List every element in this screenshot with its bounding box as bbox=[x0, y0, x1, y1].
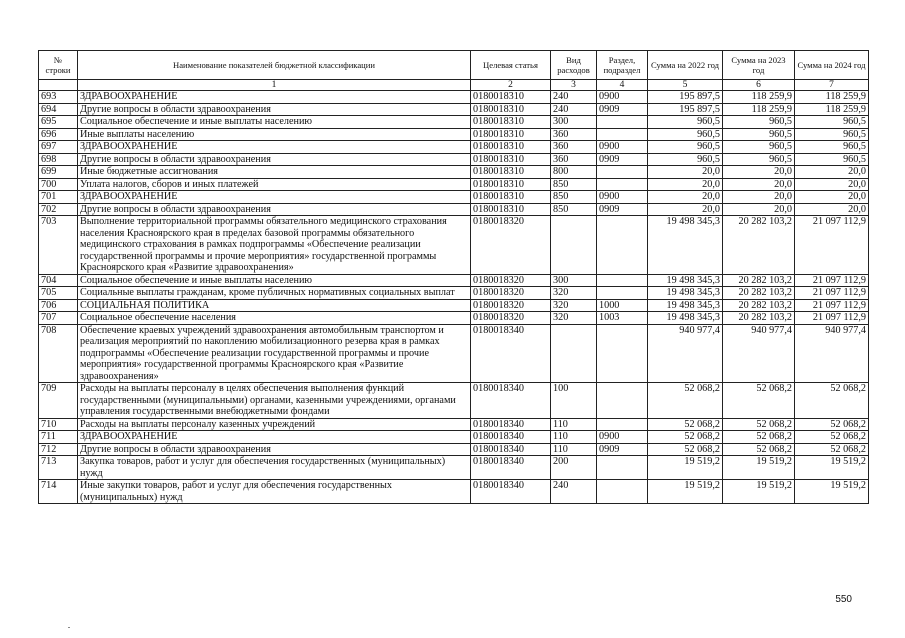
sum-2023-cell: 960,5 bbox=[723, 116, 795, 129]
target-article-cell: 0180018320 bbox=[471, 274, 551, 287]
target-article-cell: 0180018320 bbox=[471, 216, 551, 275]
expense-type-cell: 100 bbox=[551, 383, 597, 419]
section-cell bbox=[597, 166, 648, 179]
table-row bbox=[39, 274, 869, 287]
sum-2023-cell: 118 259,9 bbox=[723, 103, 795, 116]
expense-type-cell: 110 bbox=[551, 431, 597, 444]
sum-2024-cell: 19 519,2 bbox=[795, 480, 869, 504]
expense-type-cell: 850 bbox=[551, 203, 597, 216]
sum-2022-cell: 19 519,2 bbox=[648, 480, 723, 504]
target-article-cell: 0180018310 bbox=[471, 91, 551, 104]
header-section: Раздел, подраздел bbox=[597, 51, 648, 80]
sum-2022-cell: 960,5 bbox=[648, 128, 723, 141]
sum-2022-cell: 52 068,2 bbox=[648, 431, 723, 444]
table-row bbox=[39, 480, 869, 504]
expense-type-cell: 240 bbox=[551, 480, 597, 504]
table-body bbox=[39, 91, 869, 504]
sum-2024-cell: 20,0 bbox=[795, 166, 869, 179]
table-row bbox=[39, 383, 869, 419]
sum-2024-cell: 960,5 bbox=[795, 128, 869, 141]
table-row bbox=[39, 216, 869, 275]
row-number-cell: 706 bbox=[39, 299, 78, 312]
header-expense-type: Вид расходов bbox=[551, 51, 597, 80]
indicator-name-cell: ЗДРАВООХРАНЕНИЕ bbox=[78, 431, 471, 444]
column-number-cell: 7 bbox=[795, 80, 869, 91]
budget-table bbox=[38, 50, 869, 504]
row-number-cell: 702 bbox=[39, 203, 78, 216]
expense-type-cell: 300 bbox=[551, 274, 597, 287]
sum-2024-cell: 20,0 bbox=[795, 178, 869, 191]
row-number-cell: 707 bbox=[39, 312, 78, 325]
expense-type-cell: 850 bbox=[551, 178, 597, 191]
sum-2024-cell: 52 068,2 bbox=[795, 418, 869, 431]
section-cell bbox=[597, 128, 648, 141]
row-number-cell: 705 bbox=[39, 287, 78, 300]
section-cell bbox=[597, 418, 648, 431]
header-row-number: № строки bbox=[39, 51, 78, 80]
sum-2022-cell: 960,5 bbox=[648, 141, 723, 154]
indicator-name-cell: Иные бюджетные ассигнования bbox=[78, 166, 471, 179]
table-row bbox=[39, 418, 869, 431]
sum-2022-cell: 19 498 345,3 bbox=[648, 312, 723, 325]
indicator-name-cell: ЗДРАВООХРАНЕНИЕ bbox=[78, 191, 471, 204]
sum-2023-cell: 20,0 bbox=[723, 203, 795, 216]
row-number-cell: 697 bbox=[39, 141, 78, 154]
sum-2024-cell: 21 097 112,9 bbox=[795, 274, 869, 287]
section-cell bbox=[597, 116, 648, 129]
table-row bbox=[39, 166, 869, 179]
indicator-name-cell: Социальное обеспечение населения bbox=[78, 312, 471, 325]
target-article-cell: 0180018310 bbox=[471, 153, 551, 166]
header-target-article: Целевая статья bbox=[471, 51, 551, 80]
target-article-cell: 0180018320 bbox=[471, 299, 551, 312]
indicator-name-cell: Социальные выплаты гражданам, кроме публичных нормативных социальных выплат bbox=[78, 287, 471, 300]
expense-type-cell: 850 bbox=[551, 191, 597, 204]
target-article-cell: 0180018340 bbox=[471, 456, 551, 480]
row-number-cell: 704 bbox=[39, 274, 78, 287]
sum-2023-cell: 20 282 103,2 bbox=[723, 299, 795, 312]
target-article-cell: 0180018310 bbox=[471, 103, 551, 116]
row-number-cell: 712 bbox=[39, 443, 78, 456]
table-row bbox=[39, 312, 869, 325]
indicator-name-cell: Другие вопросы в области здравоохранения bbox=[78, 203, 471, 216]
sum-2022-cell: 20,0 bbox=[648, 178, 723, 191]
indicator-name-cell: Социальное обеспечение и иные выплаты населению bbox=[78, 274, 471, 287]
sum-2023-cell: 19 519,2 bbox=[723, 480, 795, 504]
target-article-cell: 0180018340 bbox=[471, 324, 551, 383]
target-article-cell: 0180018320 bbox=[471, 312, 551, 325]
row-number-cell: 696 bbox=[39, 128, 78, 141]
target-article-cell: 0180018320 bbox=[471, 287, 551, 300]
table-row bbox=[39, 153, 869, 166]
row-number-cell: 698 bbox=[39, 153, 78, 166]
expense-type-cell: 320 bbox=[551, 312, 597, 325]
column-number-cell: 6 bbox=[723, 80, 795, 91]
section-cell bbox=[597, 178, 648, 191]
target-article-cell: 0180018340 bbox=[471, 443, 551, 456]
sum-2023-cell: 20 282 103,2 bbox=[723, 216, 795, 275]
sum-2023-cell: 52 068,2 bbox=[723, 443, 795, 456]
sum-2022-cell: 19 498 345,3 bbox=[648, 216, 723, 275]
sum-2022-cell: 940 977,4 bbox=[648, 324, 723, 383]
sum-2022-cell: 52 068,2 bbox=[648, 383, 723, 419]
sum-2023-cell: 20,0 bbox=[723, 166, 795, 179]
column-number-cell bbox=[39, 80, 78, 91]
sum-2024-cell: 118 259,9 bbox=[795, 91, 869, 104]
row-number-cell: 700 bbox=[39, 178, 78, 191]
expense-type-cell: 110 bbox=[551, 418, 597, 431]
indicator-name-cell: Уплата налогов, сборов и иных платежей bbox=[78, 178, 471, 191]
sum-2022-cell: 20,0 bbox=[648, 191, 723, 204]
target-article-cell: 0180018340 bbox=[471, 431, 551, 444]
sum-2024-cell: 52 068,2 bbox=[795, 443, 869, 456]
row-number-cell: 713 bbox=[39, 456, 78, 480]
sum-2024-cell: 118 259,9 bbox=[795, 103, 869, 116]
sum-2023-cell: 52 068,2 bbox=[723, 431, 795, 444]
table-row bbox=[39, 287, 869, 300]
indicator-name-cell: Расходы на выплаты персоналу казенных учреждений bbox=[78, 418, 471, 431]
indicator-name-cell: Закупка товаров, работ и услуг для обеспечения государственных (муниципальных) нужд bbox=[78, 456, 471, 480]
sum-2022-cell: 960,5 bbox=[648, 153, 723, 166]
row-number-cell: 701 bbox=[39, 191, 78, 204]
section-cell bbox=[597, 480, 648, 504]
header-row bbox=[39, 51, 869, 80]
sum-2023-cell: 118 259,9 bbox=[723, 91, 795, 104]
table-row bbox=[39, 178, 869, 191]
target-article-cell: 0180018340 bbox=[471, 480, 551, 504]
sum-2022-cell: 20,0 bbox=[648, 203, 723, 216]
indicator-name-cell: Иные закупки товаров, работ и услуг для обеспечения государственных (муниципальных) нужд bbox=[78, 480, 471, 504]
column-number-cell: 3 bbox=[551, 80, 597, 91]
expense-type-cell bbox=[551, 324, 597, 383]
indicator-name-cell: СОЦИАЛЬНАЯ ПОЛИТИКА bbox=[78, 299, 471, 312]
sum-2022-cell: 19 519,2 bbox=[648, 456, 723, 480]
table-row bbox=[39, 443, 869, 456]
sum-2023-cell: 52 068,2 bbox=[723, 418, 795, 431]
sum-2024-cell: 21 097 112,9 bbox=[795, 216, 869, 275]
row-number-cell: 711 bbox=[39, 431, 78, 444]
table-row bbox=[39, 456, 869, 480]
sum-2023-cell: 20 282 103,2 bbox=[723, 287, 795, 300]
section-cell: 0900 bbox=[597, 91, 648, 104]
sum-2023-cell: 960,5 bbox=[723, 128, 795, 141]
section-cell bbox=[597, 456, 648, 480]
target-article-cell: 0180018310 bbox=[471, 128, 551, 141]
indicator-name-cell: Обеспечение краевых учреждений здравоохранения автомобильным транспортом и реализация мероприятий по накоплению мобилизационного резерва края в рамках подпрограммы «Обеспечение реализации государственной программы и прочие мероприятия» государственной программы Красноярского края «Развитие здравоохранения» bbox=[78, 324, 471, 383]
table-row bbox=[39, 203, 869, 216]
column-number-cell: 5 bbox=[648, 80, 723, 91]
sum-2022-cell: 960,5 bbox=[648, 116, 723, 129]
expense-type-cell: 360 bbox=[551, 141, 597, 154]
section-cell: 0909 bbox=[597, 153, 648, 166]
target-article-cell: 0180018340 bbox=[471, 383, 551, 419]
sum-2023-cell: 940 977,4 bbox=[723, 324, 795, 383]
row-number-cell: 694 bbox=[39, 103, 78, 116]
expense-type-cell: 300 bbox=[551, 116, 597, 129]
indicator-name-cell: Расходы на выплаты персоналу в целях обеспечения выполнения функций государственными (муниципальными) органами, казенными учреждениями, органами управления государственными внебюджетными фондами bbox=[78, 383, 471, 419]
section-cell: 1000 bbox=[597, 299, 648, 312]
section-cell: 0900 bbox=[597, 141, 648, 154]
row-number-cell: 695 bbox=[39, 116, 78, 129]
sum-2023-cell: 20,0 bbox=[723, 178, 795, 191]
column-number-cell: 4 bbox=[597, 80, 648, 91]
table-row bbox=[39, 431, 869, 444]
row-number-cell: 703 bbox=[39, 216, 78, 275]
header-indicator-name: Наименование показателей бюджетной классификации bbox=[78, 51, 471, 80]
table-row bbox=[39, 324, 869, 383]
header-sum-2024: Сумма на 2024 год bbox=[795, 51, 869, 80]
sum-2022-cell: 195 897,5 bbox=[648, 91, 723, 104]
expense-type-cell: 800 bbox=[551, 166, 597, 179]
target-article-cell: 0180018310 bbox=[471, 166, 551, 179]
expense-type-cell: 320 bbox=[551, 287, 597, 300]
target-article-cell: 0180018310 bbox=[471, 203, 551, 216]
section-cell bbox=[597, 383, 648, 419]
section-cell: 0900 bbox=[597, 191, 648, 204]
column-number-cell: 2 bbox=[471, 80, 551, 91]
sum-2022-cell: 195 897,5 bbox=[648, 103, 723, 116]
column-number-cell: 1 bbox=[78, 80, 471, 91]
sum-2022-cell: 52 068,2 bbox=[648, 443, 723, 456]
section-cell: 0909 bbox=[597, 443, 648, 456]
sum-2022-cell: 19 498 345,3 bbox=[648, 274, 723, 287]
expense-type-cell: 110 bbox=[551, 443, 597, 456]
sum-2024-cell: 21 097 112,9 bbox=[795, 312, 869, 325]
target-article-cell: 0180018310 bbox=[471, 116, 551, 129]
target-article-cell: 0180018310 bbox=[471, 141, 551, 154]
row-number-cell: 709 bbox=[39, 383, 78, 419]
table-row bbox=[39, 191, 869, 204]
section-cell bbox=[597, 287, 648, 300]
sum-2024-cell: 940 977,4 bbox=[795, 324, 869, 383]
sum-2023-cell: 20 282 103,2 bbox=[723, 312, 795, 325]
sum-2024-cell: 21 097 112,9 bbox=[795, 287, 869, 300]
expense-type-cell bbox=[551, 216, 597, 275]
row-number-cell: 708 bbox=[39, 324, 78, 383]
table-row bbox=[39, 116, 869, 129]
sum-2024-cell: 52 068,2 bbox=[795, 431, 869, 444]
section-cell bbox=[597, 274, 648, 287]
indicator-name-cell: Другие вопросы в области здравоохранения bbox=[78, 103, 471, 116]
sum-2023-cell: 960,5 bbox=[723, 141, 795, 154]
expense-type-cell: 240 bbox=[551, 103, 597, 116]
expense-type-cell: 360 bbox=[551, 128, 597, 141]
sum-2022-cell: 52 068,2 bbox=[648, 418, 723, 431]
sum-2022-cell: 19 498 345,3 bbox=[648, 299, 723, 312]
expense-type-cell: 320 bbox=[551, 299, 597, 312]
row-number-cell: 710 bbox=[39, 418, 78, 431]
indicator-name-cell: Иные выплаты населению bbox=[78, 128, 471, 141]
table-row bbox=[39, 128, 869, 141]
section-cell: 0909 bbox=[597, 103, 648, 116]
sum-2024-cell: 960,5 bbox=[795, 116, 869, 129]
table-row bbox=[39, 299, 869, 312]
section-cell: 1003 bbox=[597, 312, 648, 325]
indicator-name-cell: ЗДРАВООХРАНЕНИЕ bbox=[78, 141, 471, 154]
sum-2022-cell: 19 498 345,3 bbox=[648, 287, 723, 300]
sum-2024-cell: 20,0 bbox=[795, 191, 869, 204]
sum-2023-cell: 20 282 103,2 bbox=[723, 274, 795, 287]
page-number: 550 bbox=[835, 594, 852, 605]
target-article-cell: 0180018310 bbox=[471, 178, 551, 191]
indicator-name-cell: Выполнение территориальной программы обязательного медицинского страхования населения Красноярского края в пределах базовой программы обязательного медицинского страхования в рамках подпрограммы «Обеспечение реализации государственной программы и прочие мероприятия» государственной программы Красноярского края «Развитие здравоохранения» bbox=[78, 216, 471, 275]
sum-2023-cell: 52 068,2 bbox=[723, 383, 795, 419]
row-number-cell: 714 bbox=[39, 480, 78, 504]
sum-2024-cell: 960,5 bbox=[795, 141, 869, 154]
sum-2023-cell: 19 519,2 bbox=[723, 456, 795, 480]
section-cell: 0900 bbox=[597, 431, 648, 444]
scan-speck bbox=[68, 627, 70, 628]
header-sum-2022: Сумма на 2022 год bbox=[648, 51, 723, 80]
sum-2024-cell: 960,5 bbox=[795, 153, 869, 166]
sum-2024-cell: 19 519,2 bbox=[795, 456, 869, 480]
section-cell bbox=[597, 216, 648, 275]
column-number-row bbox=[39, 80, 869, 91]
row-number-cell: 693 bbox=[39, 91, 78, 104]
indicator-name-cell: ЗДРАВООХРАНЕНИЕ bbox=[78, 91, 471, 104]
header-sum-2023: Сумма на 2023 год bbox=[723, 51, 795, 80]
table-row bbox=[39, 141, 869, 154]
section-cell bbox=[597, 324, 648, 383]
indicator-name-cell: Другие вопросы в области здравоохранения bbox=[78, 153, 471, 166]
indicator-name-cell: Социальное обеспечение и иные выплаты населению bbox=[78, 116, 471, 129]
expense-type-cell: 360 bbox=[551, 153, 597, 166]
table-row bbox=[39, 103, 869, 116]
expense-type-cell: 200 bbox=[551, 456, 597, 480]
sum-2024-cell: 20,0 bbox=[795, 203, 869, 216]
table-row bbox=[39, 91, 869, 104]
sum-2023-cell: 960,5 bbox=[723, 153, 795, 166]
target-article-cell: 0180018340 bbox=[471, 418, 551, 431]
section-cell: 0909 bbox=[597, 203, 648, 216]
row-number-cell: 699 bbox=[39, 166, 78, 179]
expense-type-cell: 240 bbox=[551, 91, 597, 104]
sum-2022-cell: 20,0 bbox=[648, 166, 723, 179]
sum-2024-cell: 52 068,2 bbox=[795, 383, 869, 419]
indicator-name-cell: Другие вопросы в области здравоохранения bbox=[78, 443, 471, 456]
sum-2023-cell: 20,0 bbox=[723, 191, 795, 204]
sum-2024-cell: 21 097 112,9 bbox=[795, 299, 869, 312]
target-article-cell: 0180018310 bbox=[471, 191, 551, 204]
